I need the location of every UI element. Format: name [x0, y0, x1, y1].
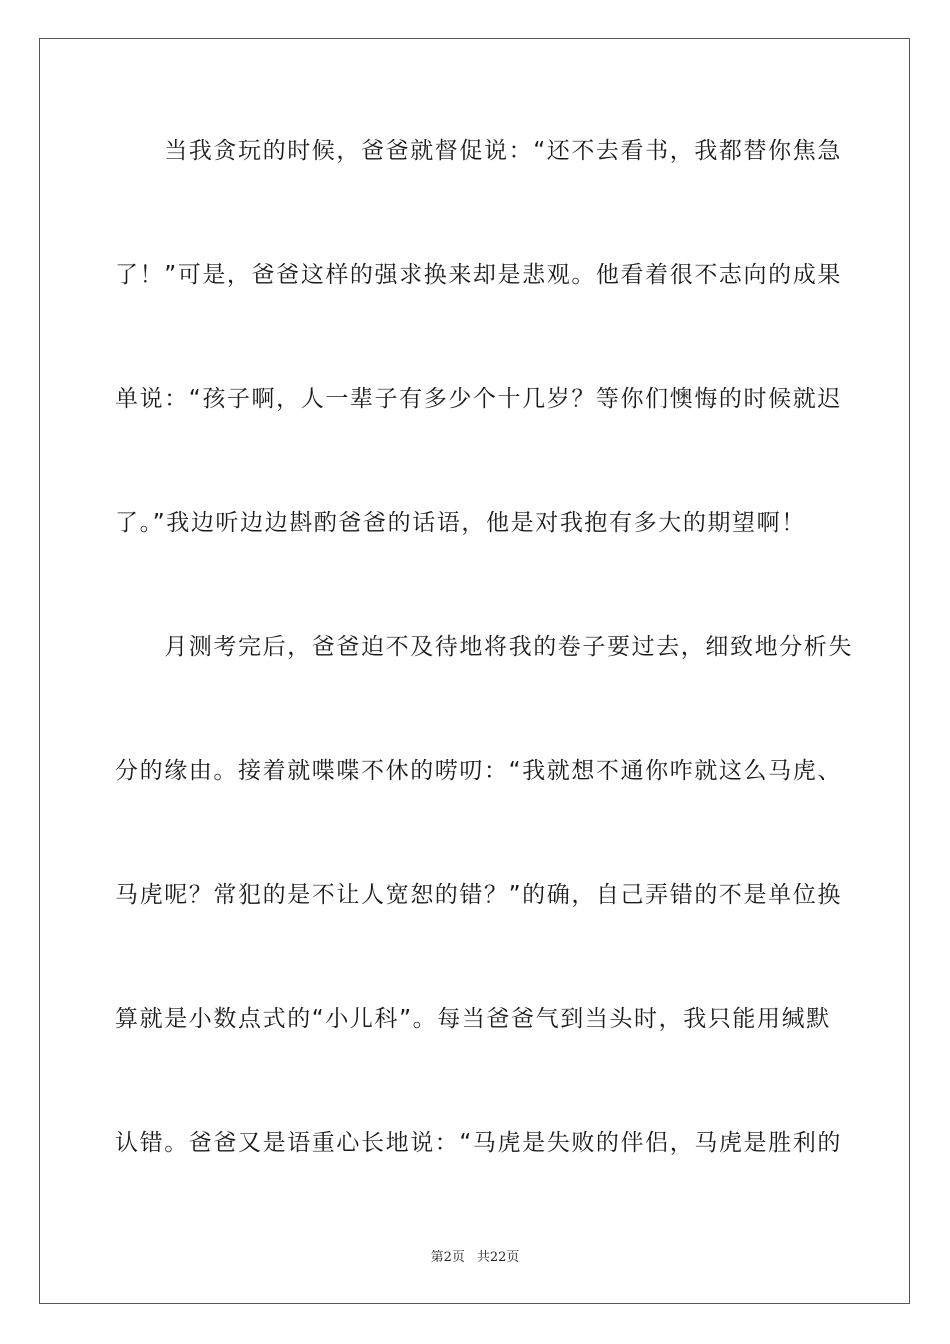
page-border [39, 38, 910, 1304]
text-line: 认错。爸爸又是语重心长地说：“马虎是失败的伴侣，马虎是胜利的 [115, 1130, 842, 1156]
text-line: 分的缘由。接着就喋喋不休的唠叨：“我就想不通你咋就这么马虎、 [115, 758, 842, 784]
text-line: 了。”我边听边边斟酌爸爸的话语，他是对我抱有多大的期望啊！ [115, 510, 806, 536]
text-line: 算就是小数点式的“小儿科”。每当爸爸气到当头时，我只能用缄默 [115, 1006, 831, 1032]
text-line: 当我贪玩的时候，爸爸就督促说：“还不去看书，我都替你焦急 [115, 138, 842, 164]
page-footer [0, 1246, 950, 1265]
text-line: 单说：“孩子啊，人一辈子有多少个十几岁？等你们懊悔的时候就迟 [115, 386, 842, 412]
page-number: 第2页 [430, 1250, 465, 1265]
text-line: 了！”可是，爸爸这样的强求换来却是悲观。他看着很不志向的成果 [115, 262, 842, 288]
text-line: 马虎呢？常犯的是不让人宽恕的错？”的确，自己弄错的不是单位换 [115, 882, 842, 908]
page-total: 共22页 [476, 1250, 520, 1265]
text-line: 月测考完后，爸爸迫不及待地将我的卷子要过去，细致地分析失 [115, 634, 853, 660]
